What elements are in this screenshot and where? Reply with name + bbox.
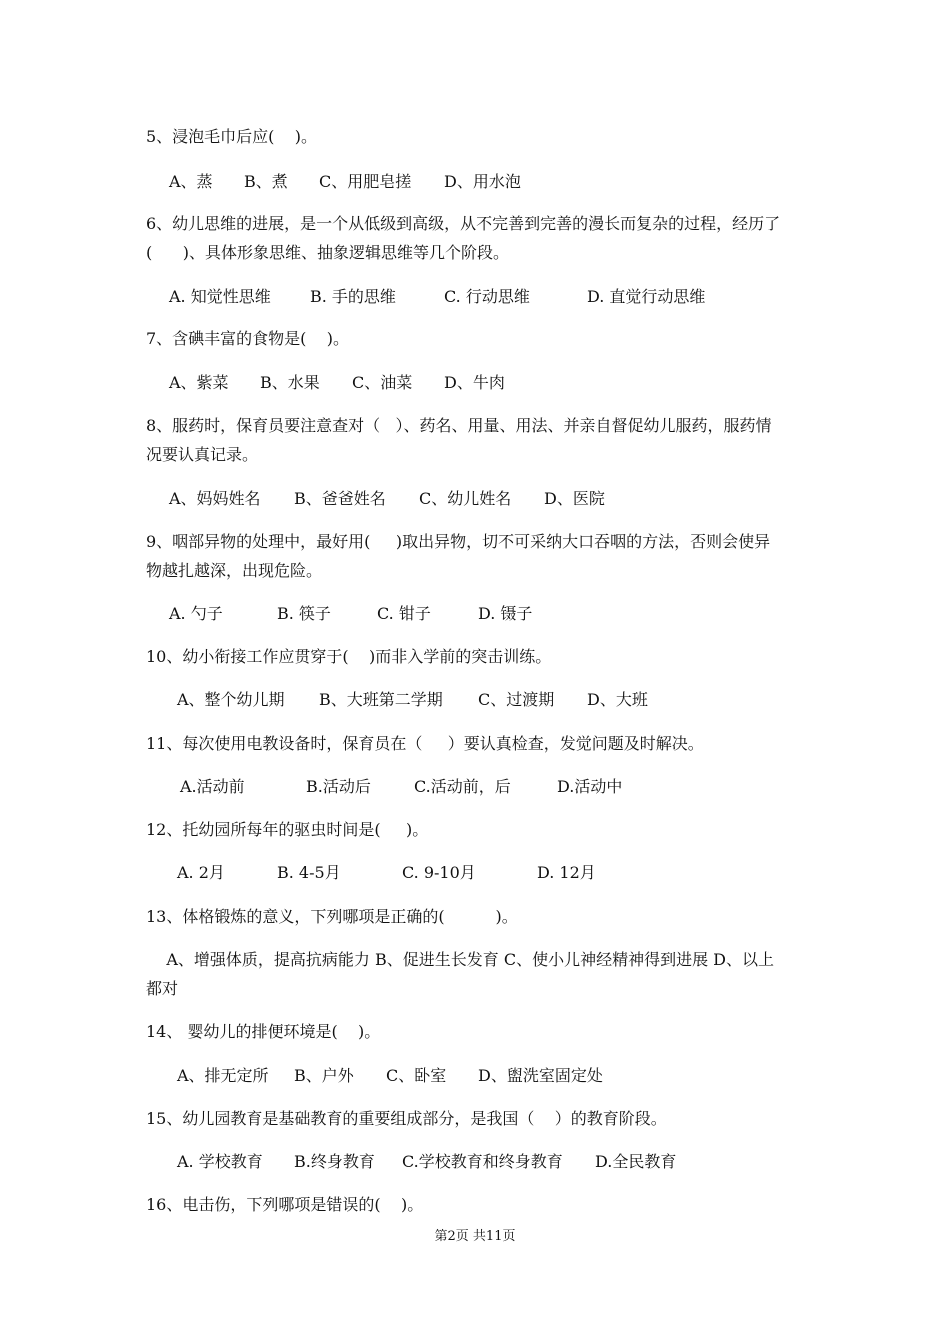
question-15-option-d: D.全民教育	[595, 1152, 677, 1171]
question-16-text: 16、电击伤，下列哪项是错误的( )。	[146, 1195, 424, 1214]
question-10-option-d: D、大班	[587, 690, 648, 709]
question-9-option-b: B. 筷子	[277, 604, 331, 623]
question-15-option-c: C.学校教育和终身教育	[402, 1152, 563, 1171]
question-10-option-a: A、整个幼儿期	[177, 690, 285, 709]
question-14-option-a: A、排无定所	[177, 1066, 269, 1085]
question-14-text: 14、 婴幼儿的排便环境是( )。	[146, 1022, 381, 1041]
question-8-option-a: A、妈妈姓名	[169, 489, 261, 508]
question-6-option-a: A. 知觉性思维	[169, 287, 271, 306]
question-12-text: 12、托幼园所每年的驱虫时间是( )。	[146, 820, 429, 839]
question-7-option-d: D、牛肉	[444, 373, 505, 392]
question-10-text: 10、幼小衔接工作应贯穿于( )而非入学前的突击训练。	[146, 647, 552, 666]
question-5-option-b: B、煮	[244, 172, 288, 191]
question-11-option-b: B.活动后	[306, 777, 371, 796]
question-9-option-a: A. 勺子	[169, 604, 223, 623]
question-13-options-line: A、增强体质，提高抗病能力 B、促进生长发育 C、使小儿神经精神得到进展 D、以上	[146, 950, 774, 969]
question-6-text-line-1: 6、幼儿思维的进展，是一个从低级到高级，从不完善到完善的漫长而复杂的过程，经历了	[146, 214, 781, 233]
question-6-text-line-2: ( )、具体形象思维、抽象逻辑思维等几个阶段。	[146, 243, 510, 262]
question-14-option-c: C、卧室	[386, 1066, 447, 1085]
question-7-option-c: C、油菜	[352, 373, 413, 392]
question-14-option-d: D、盥洗室固定处	[478, 1066, 603, 1085]
question-9-option-d: D. 镊子	[478, 604, 533, 623]
question-12-option-d: D. 12月	[537, 863, 596, 882]
question-12-option-b: B. 4-5月	[277, 863, 341, 882]
question-5-text: 5、浸泡毛巾后应( )。	[146, 127, 318, 146]
question-9-text-line-1: 9、咽部异物的处理中，最好用( )取出异物，切不可采纳大口吞咽的方法，否则会使异	[146, 532, 771, 551]
question-5-option-a: A、蒸	[169, 172, 213, 191]
question-12-option-c: C. 9-10月	[402, 863, 476, 882]
question-8-text-line-1: 8、服药时，保育员要注意查对（ ）、药名、用量、用法、并亲自督促幼儿服药，服药情	[146, 416, 772, 435]
question-6-option-b: B. 手的思维	[310, 287, 396, 306]
question-7-text: 7、含碘丰富的食物是( )。	[146, 329, 350, 348]
question-11-text: 11、每次使用电教设备时，保育员在（ ）要认真检查，发觉问题及时解决。	[146, 734, 704, 753]
question-9-option-c: C. 钳子	[377, 604, 431, 623]
question-15-option-b: B.终身教育	[294, 1152, 375, 1171]
question-14-option-b: B、户外	[294, 1066, 354, 1085]
question-11-option-d: D.活动中	[557, 777, 623, 796]
question-5-option-d: D、用水泡	[444, 172, 521, 191]
question-12-option-a: A. 2月	[177, 863, 225, 882]
question-15-option-a: A. 学校教育	[177, 1152, 263, 1171]
question-9-text-line-2: 物越扎越深，出现危险。	[146, 561, 323, 580]
question-11-option-c: C.活动前，后	[414, 777, 511, 796]
question-7-option-b: B、水果	[260, 373, 320, 392]
question-6-option-d: D. 直觉行动思维	[587, 287, 706, 306]
question-8-text-line-2: 况要认真记录。	[146, 445, 259, 464]
question-13-options-line-2: 都对	[146, 979, 179, 998]
question-6-option-c: C. 行动思维	[444, 287, 530, 306]
question-7-option-a: A、紫菜	[169, 373, 229, 392]
question-13-text: 13、体格锻炼的意义，下列哪项是正确的( )。	[146, 907, 518, 926]
question-8-option-b: B、爸爸姓名	[294, 489, 386, 508]
question-5-option-c: C、用肥皂搓	[319, 172, 412, 191]
question-15-text: 15、幼儿园教育是基础教育的重要组成部分，是我国（ ）的教育阶段。	[146, 1109, 667, 1128]
question-10-option-c: C、过渡期	[478, 690, 555, 709]
question-8-option-d: D、医院	[544, 489, 605, 508]
question-8-option-c: C、幼儿姓名	[419, 489, 512, 508]
question-10-option-b: B、大班第二学期	[319, 690, 443, 709]
question-11-option-a: A.活动前	[180, 777, 245, 796]
page-number-footer: 第2页 共11页	[434, 1229, 516, 1244]
